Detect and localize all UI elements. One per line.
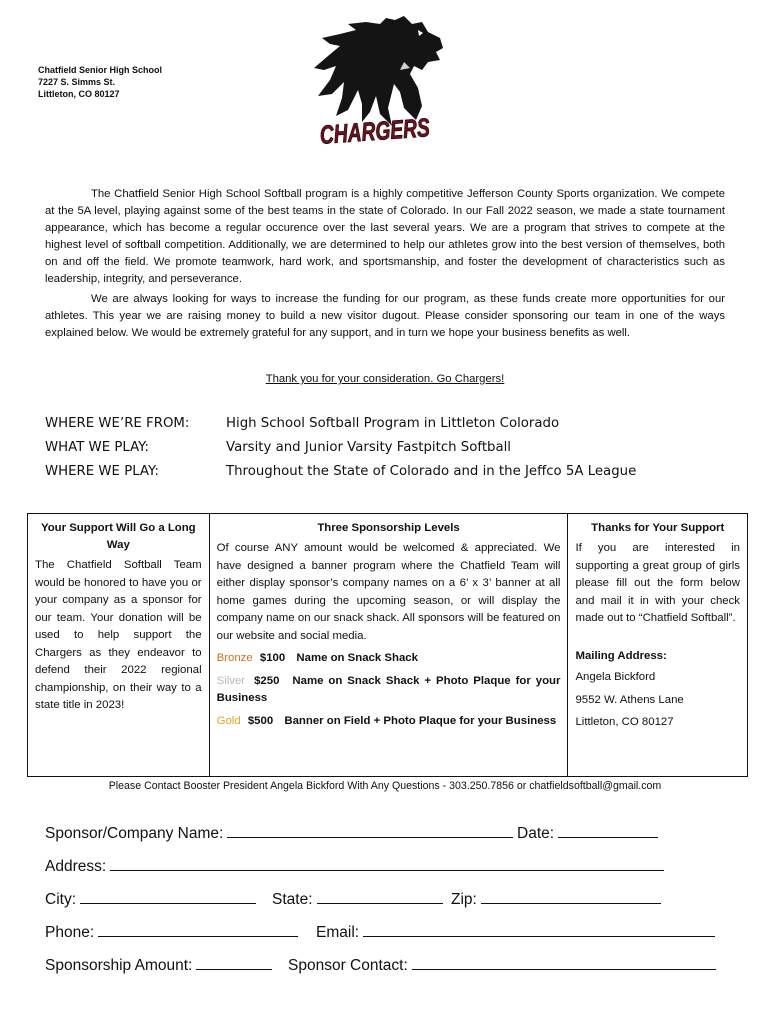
levels-header: Three Sponsorship Levels	[317, 522, 460, 534]
address-label: Address:	[45, 858, 107, 875]
state-line[interactable]	[317, 886, 443, 904]
fact-label: WHERE WE’RE FROM:	[45, 416, 190, 431]
date-label: Date:	[517, 825, 555, 842]
sponsor-name-label: Sponsor/Company Name:	[45, 825, 224, 842]
sponsor-contact-line[interactable]	[412, 952, 716, 970]
amount-field[interactable]	[45, 952, 272, 975]
fact-label: WHAT WE PLAY:	[45, 440, 149, 455]
address-field[interactable]	[45, 853, 664, 876]
intro-paragraph-2: We are always looking for ways to increase the funding for our program, as these funds create more opportunities for our athletes. This year we are raising money to build a new visitor dugout. Please consider sponsoring our team in one of the ways explained below. We would be extremely grateful for any support, and in turn we hope your business benefits as well.	[45, 293, 725, 339]
tier-name: Silver	[216, 674, 246, 687]
tier-gold	[217, 713, 561, 731]
levels-body: Of course ANY amount would be welcomed & appreciated. We have designed a banner program where the Chatfield Team will either display sponsor’s company names on a 6’ x 3’ banner at all home games during the upcoming season, or will display the company name on our snack shack. All sponsors will be featured on our website and social media.	[216, 542, 561, 642]
contact-line: Please Contact Booster President Angela Bickford With Any Questions - 303.250.7856 or chatfieldsoftball@gmail.com	[108, 780, 662, 792]
tier-desc: Name on Snack Shack + Photo Plaque for your Business	[216, 674, 561, 704]
school-name: Chatfield Senior High School	[38, 65, 163, 75]
zip-line[interactable]	[481, 886, 661, 904]
fact-value: Throughout the State of Colorado and in the Jeffco 5A League	[226, 464, 637, 479]
phone-label: Phone:	[45, 924, 95, 941]
support-header: Your Support Will Go a Long Way	[40, 522, 196, 551]
intro-paragraph-1: The Chatfield Senior High School Softball program is a highly competitive Jefferson County Sports organization. We compete at the 5A level, playing against some of the best teams in the state of Colorado. In our Fall 2022 season, we made a state tournament appearance, which has become a regular occurence over the last several years. We are a program that strives to compete at the highest level of softball competition. Additionally, we are determined to help our athletes grow into the best version of themselves, both on and off the field. We promote teamwork, hard work, and sportsmanship, and foster the development of characteristics such as leadership, integrity, and perseverance.	[45, 188, 725, 285]
chargers-wordmark	[300, 108, 470, 152]
logo-text: CHARGERS	[318, 109, 470, 150]
mailing-header: Mailing Address:	[575, 649, 667, 662]
tier-amount: $100	[259, 652, 286, 664]
tier-desc: Banner on Field + Photo Plaque for your Business	[284, 714, 557, 727]
chargers-logo	[300, 12, 470, 152]
thanks-column	[568, 514, 748, 777]
school-city: Littleton, CO 80127	[38, 89, 120, 99]
sponsor-name-field[interactable]	[45, 820, 513, 843]
thank-you-line: Thank you for your consideration. Go Chargers!	[265, 373, 505, 385]
mailing-name: Angela Bickford	[575, 671, 656, 683]
sponsor-contact-label: Sponsor Contact:	[288, 957, 408, 974]
email-field[interactable]	[316, 919, 715, 942]
mailing-street: 9552 W. Athens Lane	[575, 693, 684, 706]
sponsor-name-line[interactable]	[227, 820, 513, 838]
city-line[interactable]	[80, 886, 256, 904]
levels-column	[209, 514, 568, 777]
sponsorship-table	[27, 513, 748, 777]
address-line[interactable]	[110, 853, 664, 871]
date-line[interactable]	[558, 820, 658, 838]
support-body: The Chatfield Softball Team would be honored to have you or your company as a sponsor for our team. Your donation will be used to help support the Chargers as they endeavor to defend their 2022 regional championship, on their way to a state title in 2023!	[35, 559, 202, 711]
amount-label: Sponsorship Amount:	[45, 957, 193, 974]
fact-value: Varsity and Junior Varsity Fastpitch Softball	[226, 440, 512, 455]
thanks-header: Thanks for Your Support	[591, 522, 725, 534]
tier-name: Gold	[216, 714, 241, 727]
tier-amount: $250	[254, 674, 280, 687]
tier-silver	[217, 673, 561, 708]
support-column	[28, 514, 210, 777]
phone-field[interactable]	[45, 919, 298, 942]
thanks-body: If you are interested in supporting a great group of girls please fill out the form below and mail it in with your check made out to “Chatfield Softball”.	[575, 542, 740, 624]
fact-label: WHERE WE PLAY:	[45, 464, 159, 479]
intro-section	[45, 186, 725, 345]
state-label: State:	[272, 891, 313, 908]
state-field[interactable]	[272, 886, 443, 909]
tier-amount: $500	[247, 714, 274, 727]
zip-field[interactable]	[451, 886, 661, 909]
school-address	[38, 64, 162, 100]
mailing-city: Littleton, CO 80127	[575, 716, 674, 728]
fact-value: High School Softball Program in Littleton Colorado	[226, 416, 560, 431]
city-label: City:	[45, 891, 76, 908]
tier-name: Bronze	[216, 652, 253, 664]
tier-desc: Name on Snack Shack	[296, 652, 418, 664]
phone-line[interactable]	[98, 919, 298, 937]
school-street: 7227 S. Simms St.	[38, 77, 116, 87]
zip-label: Zip:	[451, 891, 477, 908]
email-label: Email:	[316, 924, 360, 941]
amount-line[interactable]	[196, 952, 272, 970]
date-field[interactable]	[517, 820, 658, 843]
email-line[interactable]	[363, 919, 715, 937]
city-field[interactable]	[45, 886, 256, 909]
tier-bronze	[217, 650, 561, 668]
sponsor-contact-field[interactable]	[288, 952, 716, 975]
